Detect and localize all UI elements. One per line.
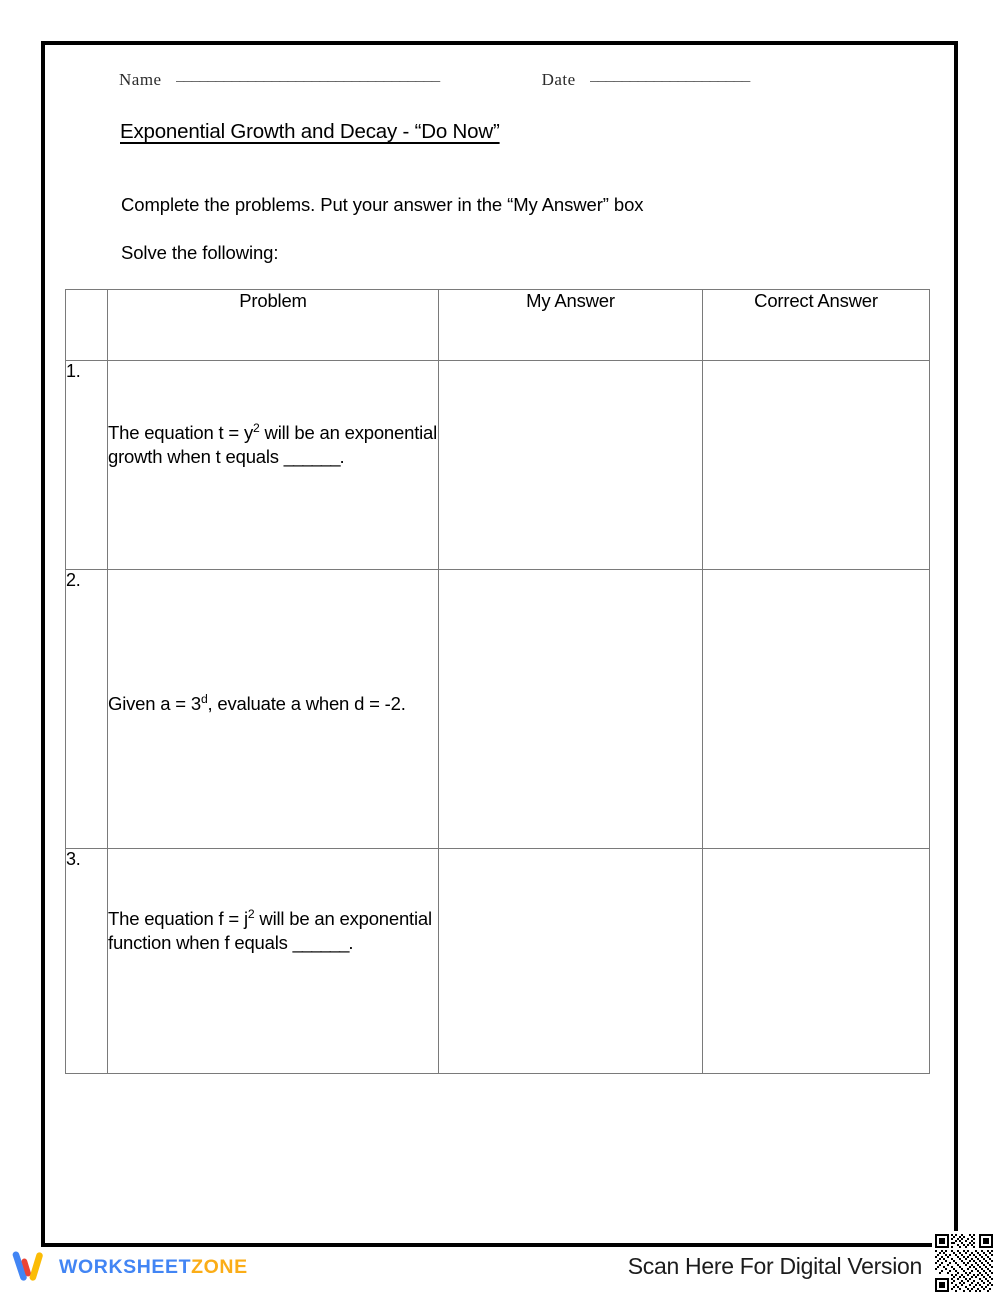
my-answer-cell[interactable]	[439, 570, 703, 849]
problem-text-pre: Given a = 3	[108, 693, 201, 714]
problem-number: 1.	[66, 361, 108, 570]
problem-statement	[108, 361, 439, 570]
w-logo-icon	[12, 1251, 50, 1283]
qr-code-icon	[935, 1234, 993, 1292]
my-answer-cell[interactable]	[439, 361, 703, 570]
brand-worksheet-text: WORKSHEET	[59, 1255, 192, 1278]
problem-text-post: will be an exponential function when f equals	[108, 908, 432, 954]
worksheet-zone-logo[interactable]	[12, 1251, 248, 1283]
problem-exponent: 2	[247, 906, 255, 921]
scan-prompt-text: Scan Here For Digital Version	[627, 1253, 922, 1279]
correct-answer-cell[interactable]	[703, 570, 930, 849]
correct-answer-cell[interactable]	[703, 849, 930, 1074]
problem-answer-blank: ______	[292, 932, 349, 954]
name-date-row	[119, 65, 859, 91]
correct-answer-cell[interactable]	[703, 361, 930, 570]
name-input-rule[interactable]: _________________________________	[175, 65, 440, 84]
problem-number: 3.	[66, 849, 108, 1074]
table-row	[66, 849, 930, 1074]
table-row	[66, 570, 930, 849]
problem-text-end: .	[339, 446, 345, 468]
problems-table	[65, 289, 930, 1074]
problem-statement	[108, 849, 439, 1074]
date-input-rule[interactable]: ____________________	[589, 65, 750, 84]
brand-text	[59, 1256, 248, 1279]
problem-text-pre: The equation t = y	[108, 422, 254, 443]
header-number	[66, 290, 108, 361]
header-my-answer: My Answer	[439, 290, 703, 361]
table-header-row	[66, 290, 930, 361]
problem-answer-blank: ______	[283, 446, 340, 468]
my-answer-cell[interactable]	[439, 849, 703, 1074]
problem-text-post: , evaluate a when d = -2.	[207, 693, 406, 714]
problem-statement	[108, 570, 439, 849]
problem-text-pre: The equation f = j	[108, 908, 248, 929]
problem-exponent: d	[200, 691, 208, 706]
instruction-line-1: Complete the problems. Put your answer in the “My Answer” box	[121, 194, 644, 215]
name-label: Name	[119, 70, 162, 89]
instruction-line-2: Solve the following:	[121, 242, 279, 263]
problem-number: 2.	[66, 570, 108, 849]
problem-text-post: will be an exponential growth when t equals	[108, 422, 438, 468]
table-row	[66, 361, 930, 570]
page-title: Exponential Growth and Decay - “Do Now”	[120, 120, 500, 143]
date-label: Date	[541, 70, 576, 89]
problem-exponent: 2	[253, 420, 260, 435]
problem-text-end: .	[348, 932, 354, 954]
qr-code[interactable]	[932, 1231, 996, 1295]
header-correct-answer: Correct Answer	[703, 290, 930, 361]
page-footer	[0, 1247, 1000, 1294]
brand-zone-text: ZONE	[191, 1255, 248, 1278]
header-problem: Problem	[108, 290, 439, 361]
worksheet-page	[41, 41, 958, 1247]
